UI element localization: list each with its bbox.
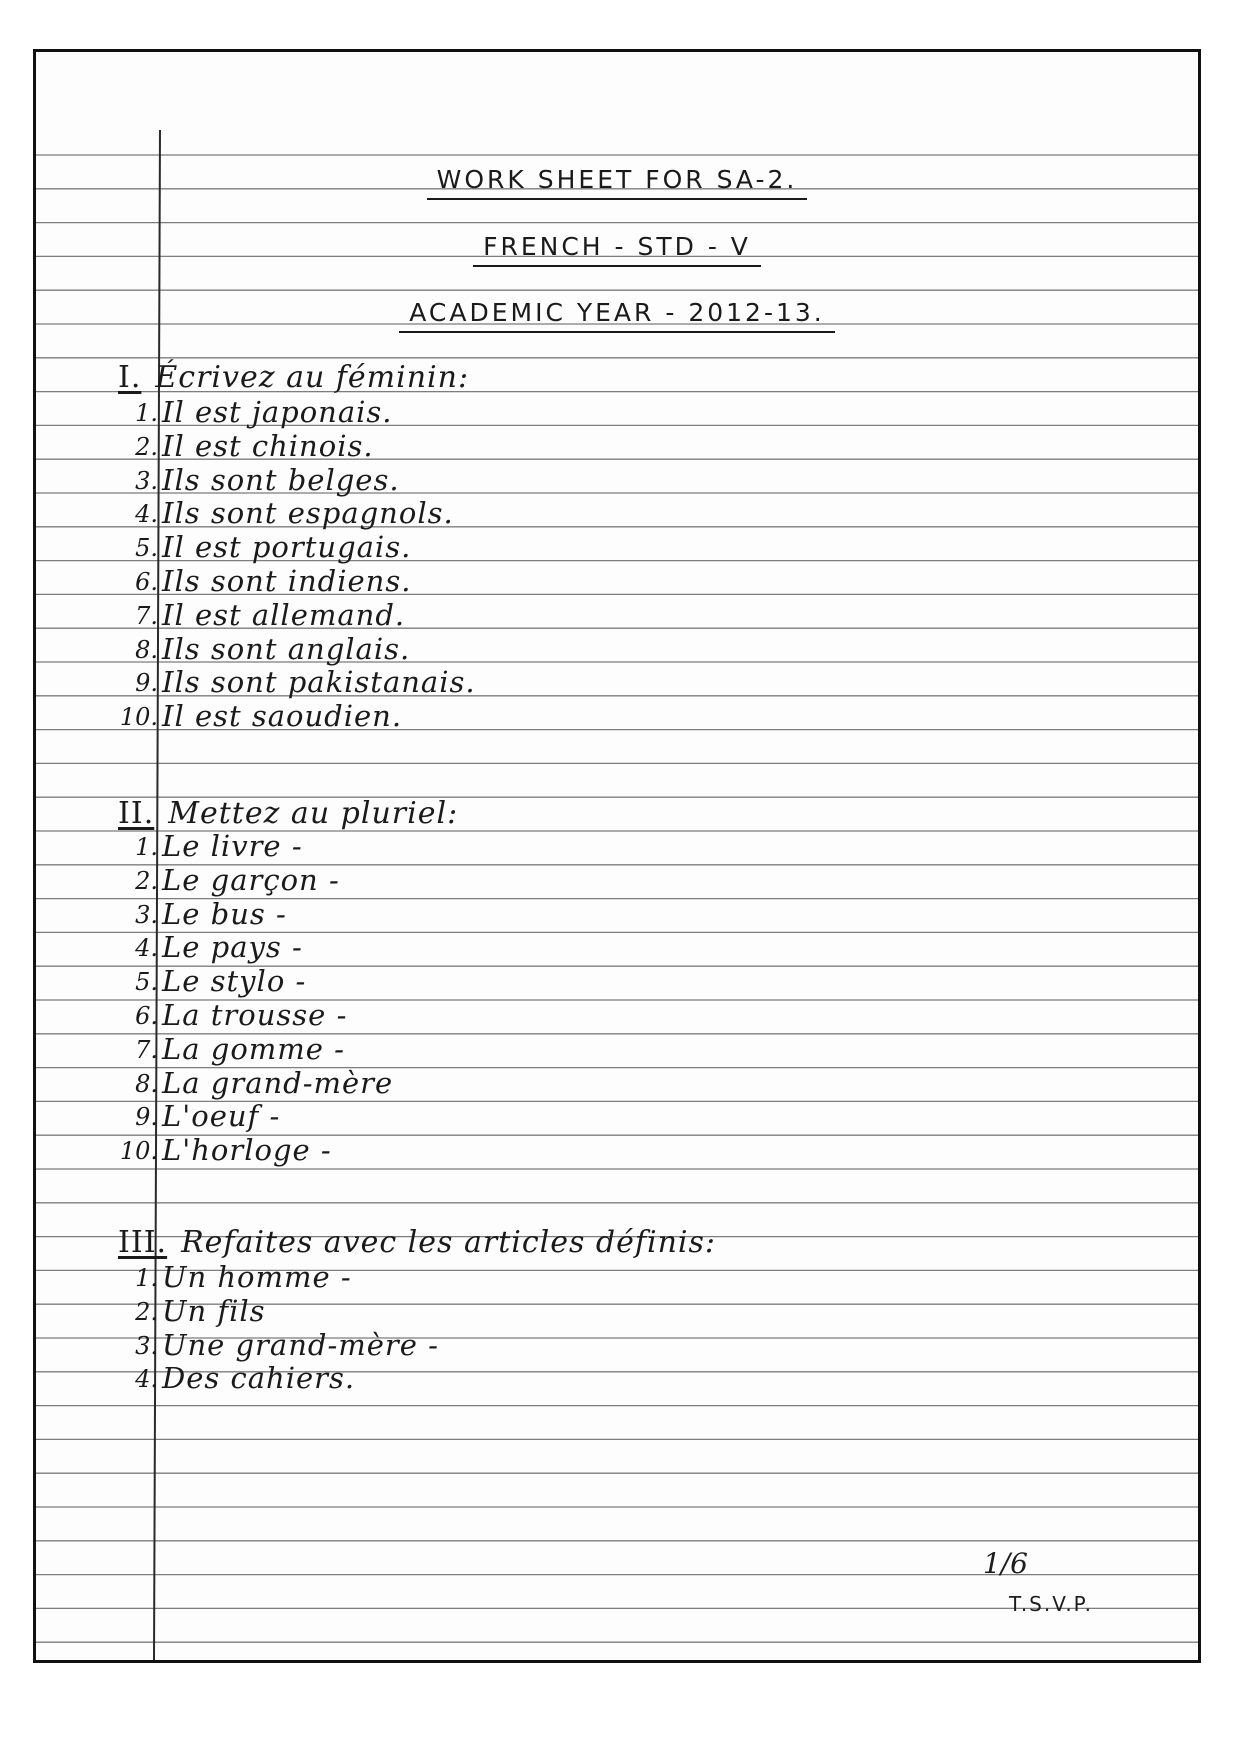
exercise-item: Le livre - [162,829,303,863]
item-number: 6. [135,1002,158,1030]
item-number: 10. [119,1137,158,1166]
academic-year-title: ACADEMIC YEAR - 2012-13. [36,298,1198,327]
exercise-item: Une grand-mère - [162,1327,439,1362]
exercise-item: Il est chinois. [162,428,374,463]
subject-title: FRENCH - STD - V [36,232,1198,261]
item-number: 8. [135,1069,158,1098]
exercise-item: Le bus - [162,896,287,931]
exercise-item: Ils sont belges. [162,462,400,497]
section-3-title: III. Refaites avec les articles définis: [118,1225,717,1260]
item-number: 9. [135,1103,158,1132]
item-number: 8. [135,635,158,664]
exercise-item: Ils sont pakistanais. [162,665,476,700]
item-number: 1. [135,833,158,861]
section-2-title: II. Mettez au pluriel: [118,796,459,831]
item-number: 3. [135,466,158,495]
exercise-item: Ils sont espagnols. [162,496,454,531]
exercise-item: L'oeuf - [162,1099,281,1134]
item-number: 9. [135,669,158,698]
item-number: 2. [135,1297,158,1326]
item-number: 2. [135,432,158,461]
item-number: 3. [135,900,158,929]
item-number: 2. [135,866,158,895]
worksheet-title: WORK SHEET FOR SA-2. [36,165,1198,194]
item-number: 4. [135,1365,158,1394]
item-number: 4. [135,500,158,529]
exercise-item: Le pays - [162,930,303,965]
exercise-item: Il est allemand. [162,597,406,632]
item-number: 3. [135,1331,158,1360]
exercise-item: Le garçon - [162,862,340,897]
item-number: 5. [135,968,158,997]
item-number: 5. [135,534,158,563]
exercise-item: Des cahiers. [162,1361,356,1396]
item-number: 1. [135,399,158,427]
exercise-item: Un homme - [162,1260,352,1294]
page-number: 1/6 [982,1547,1028,1580]
initials: T.S.V.P. [1008,1592,1093,1616]
exercise-item: La grand-mère [162,1065,394,1100]
exercise-item: Ils sont indiens. [162,564,412,598]
item-number: 1. [135,1264,158,1292]
exercise-item: Un fils [162,1293,266,1328]
item-number: 7. [135,601,158,630]
exercise-item: Il est portugais. [162,530,412,565]
item-number: 4. [135,934,158,963]
exercise-item: Il est japonais. [162,395,393,429]
exercise-item: L'horloge - [162,1133,332,1168]
exercise-item: La trousse - [162,998,348,1032]
exercise-item: Le stylo - [162,964,307,999]
item-number: 10. [119,703,158,732]
item-number: 6. [135,568,158,596]
exercise-item: Il est saoudien. [162,699,403,734]
worksheet-page [33,49,1201,1663]
exercise-item: La gomme - [162,1031,345,1066]
item-number: 7. [135,1035,158,1064]
exercise-item: Ils sont anglais. [162,631,411,666]
section-1-title: I. Écrivez au féminin: [118,360,470,395]
